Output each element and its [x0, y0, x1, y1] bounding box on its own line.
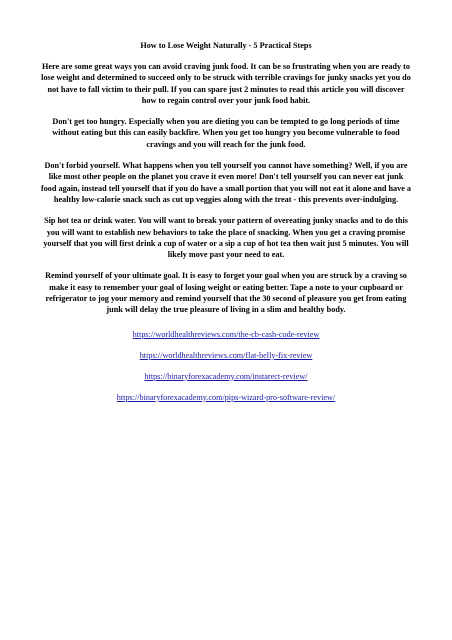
paragraph-dont-get-hungry: Don't get too hungry. Especially when you are dieting you can be tempted to go long periods of time without eating but this can easily backfire. When you get too hungry you become vulnerable to food cravings and you will reach for the junk food. [52, 117, 400, 149]
link-pips-wizard-pro-review[interactable]: https://binaryforexacademy.com/pips-wizard-pro-software-review/ [116, 392, 336, 402]
paragraph-sip-tea: Sip hot tea or drink water. You will want to break your pattern of overeating junky snacks and to do this you will want to establish new behaviors to take the place of snacking. When you get a craving promise yourself that you will first drink a cup of water or a sip a cup of hot tea then wait just 5 minutes. You will likely move past your need to eat. [43, 216, 409, 260]
link-list [40, 329, 412, 403]
link-cb-cash-code-review[interactable]: https://worldhealthreviews.com/the-cb-cash-code-review [132, 329, 320, 339]
link-instarect-review[interactable]: https://binaryforexacademy.com/instarect-review/ [144, 371, 308, 381]
paragraph-remind-goal: Remind yourself of your ultimate goal. It is easy to forget your goal when you are struck by a craving so make it easy to remember your goal of losing weight or eating better. Tape a note to your cupboard or refrigerator to jog your memory and remind yourself that the 30 second of pleasure you get from eating junk will delay the true pleasure of living in a slim and healthy body. [45, 271, 407, 315]
paragraph-intro: Here are some great ways you can avoid craving junk food. It can be so frustrating when you are ready to lose weight and determined to succeed only to be struck with terrible cravings for junky snacks yet you do not have to fall victim to their pull. If you can spare just 2 minutes to read this article you will discover how to regain control over your junk food habit. [41, 62, 411, 105]
link-flat-belly-fix-review[interactable]: https://worldhealthreviews.com/flat-belly-fix-review [139, 350, 313, 360]
document-title: How to Lose Weight Naturally - 5 Practical Steps [140, 41, 312, 50]
paragraph-dont-forbid: Don't forbid yourself. What happens when you tell yourself you cannot have something? Well, if you are like most other people on the planet you crave it even more! Don't tell yourself you can never eat junk food again, instead tell yourself that if you do have a small portion that you will not eat it alone and have a healthy low-calorie snack such as cut up veggies along with the treat - this prevents over-indulging. [40, 161, 412, 204]
